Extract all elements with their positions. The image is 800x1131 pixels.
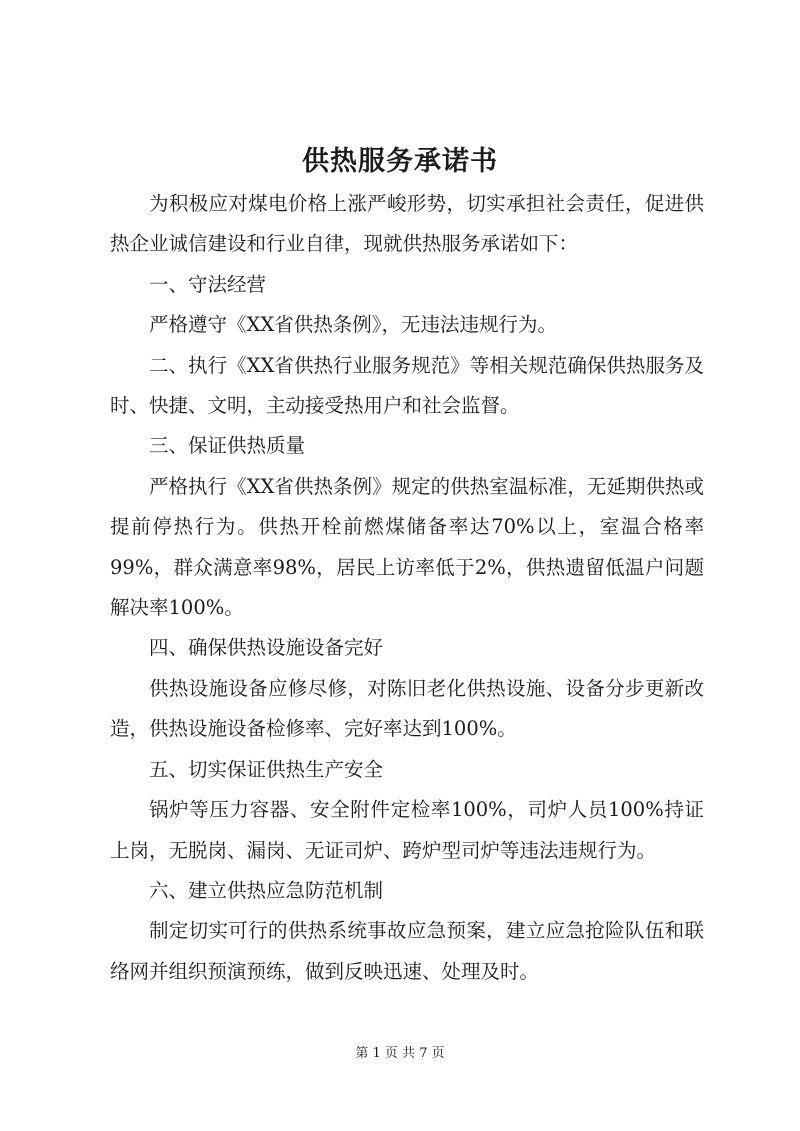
- section-heading-6: 六、建立供热应急防范机制: [149, 878, 384, 902]
- section-heading-2: 二、执行《XX省供热行业服务规范》等相关规范确保供热服务及时、快捷、文明，主动接受热用户和社会监督。: [110, 353, 704, 418]
- section-body-1: 严格遵守《XX省供热条例》，无违法违规行为。: [149, 313, 558, 337]
- section-heading-3: 三、保证供热质量: [149, 434, 306, 458]
- section-body-3: 严格执行《XX省供热条例》规定的供热室温标准，无延期供热或提前停热行为。供热开栓前燃煤储备率达70%以上，室温合格率99%，群众满意率98%，居民上访率低于2%，供热遗留低温户问题解决率100%。: [110, 474, 704, 620]
- section-heading-1: 一、守法经营: [149, 272, 267, 296]
- section-body-6: 制定切实可行的供热系统事故应急预案，建立应急抢险队伍和联络网并组织预演预练，做到反映迅速、处理及时。: [110, 919, 704, 983]
- page-number-footer: 第 1 页 共 7 页: [355, 1046, 445, 1061]
- document-title: 供热服务承诺书: [302, 146, 498, 177]
- section-body-4: 供热设施设备应修尽修，对陈旧老化供热设施、设备分步更新改造，供热设施设备检修率、完好率达到100%。: [110, 676, 704, 741]
- document-body: [110, 184, 704, 992]
- section-heading-5: 五、切实保证供热生产安全: [149, 757, 384, 781]
- section-heading-4: 四、确保供热设施设备完好: [149, 636, 384, 660]
- section-body-5: 锅炉等压力容器、安全附件定检率100%，司炉人员100%持证上岗，无脱岗、漏岗、无证司炉、跨炉型司炉等违法违规行为。: [110, 798, 704, 862]
- intro-paragraph: 为积极应对煤电价格上涨严峻形势，切实承担社会责任，促进供热企业诚信建设和行业自律，现就供热服务承诺如下：: [110, 192, 704, 256]
